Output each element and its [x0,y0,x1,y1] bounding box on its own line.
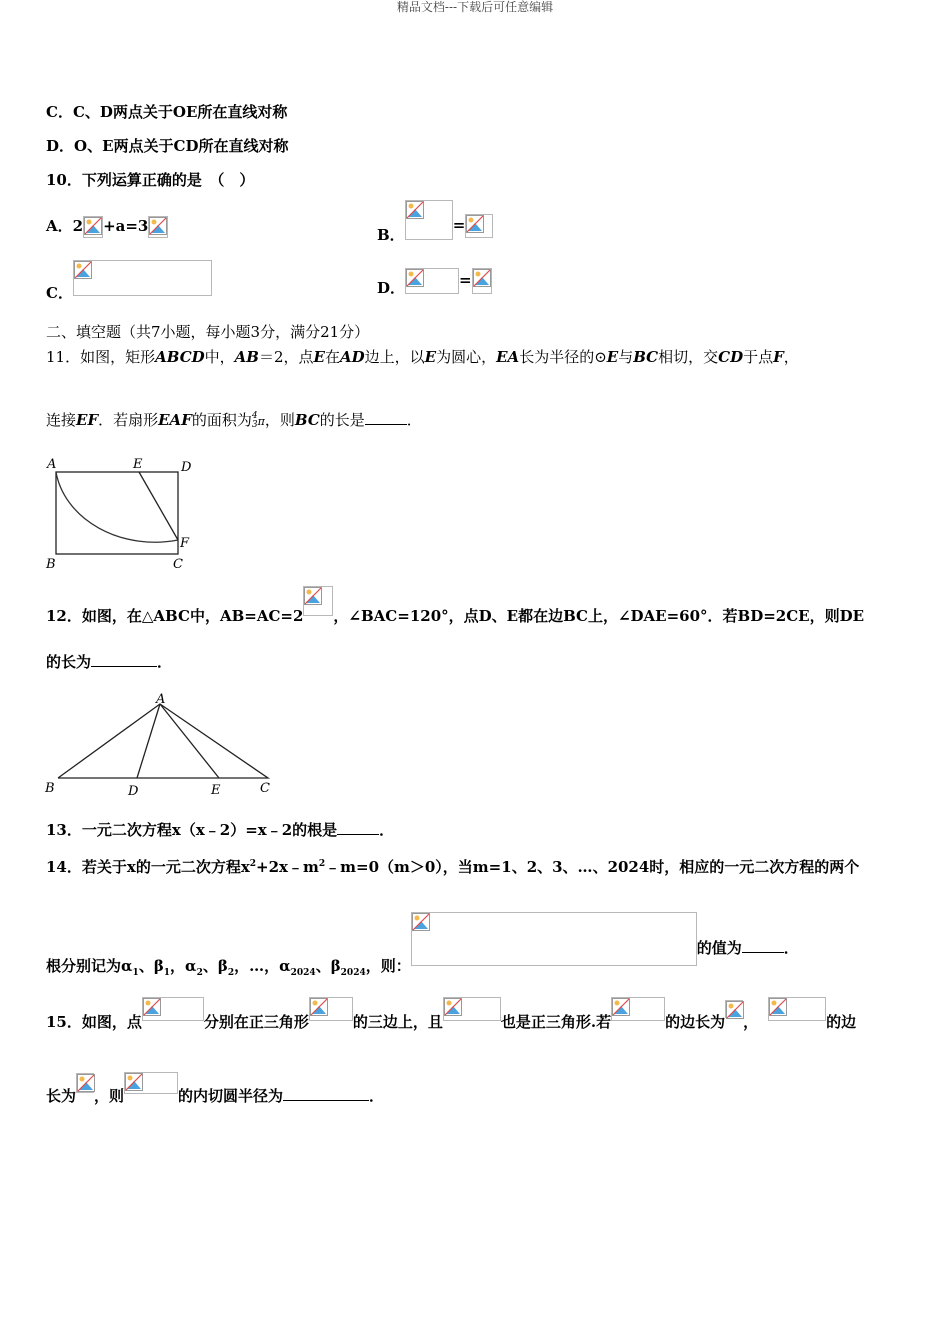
q10-option-d [377,268,492,297]
text: 相切，交 [658,348,719,366]
q15-line1 [46,997,857,1031]
page-header: 精品文档---下载后可任意编辑 [396,0,554,14]
subscript: 2024 [290,968,316,978]
text: 连接 [46,411,77,429]
text: 的面积为 [191,411,252,429]
q9-option-d: D．O、E两点关于CD所在直线对称 [46,137,289,155]
broken-image-icon [465,214,493,238]
answer-blank [742,952,784,953]
text: 长为 [46,1087,77,1105]
section-title: 二、填空题（共7小题，每小题3分，满分21分） [46,323,370,341]
text: ． [406,411,422,429]
label-b: B [45,781,55,796]
q10-option-b [377,200,493,244]
text: ． [369,1087,385,1105]
text: ，则 [94,1087,125,1105]
subscript: 2 [196,968,203,978]
text: 、β [138,957,164,975]
broken-image-icon [142,997,204,1021]
label-a: A [47,457,57,472]
q11-line2 [46,410,422,432]
fraction-denominator: 3 [251,420,258,430]
label-e: E [133,457,143,472]
broken-image-icon [411,912,697,966]
label-a: A [156,692,166,707]
q14-line1 [46,854,859,877]
subscript: 1 [132,968,139,978]
text: ＝2，点 [258,348,314,366]
text: ﹣m=0（m＞0），当m=1、2、3、…、2024时，相应的一元二次方程的两个 [325,858,860,876]
segment-ef [139,472,178,540]
q11-line1 [46,347,799,367]
text: 、β [315,957,341,975]
equals-sign: = [459,271,472,289]
text: ，则： [365,957,411,975]
text: 于点 [743,348,774,366]
superscript: 2 [249,859,257,869]
label-d: D [181,460,192,475]
segment-ae [160,704,219,778]
subscript: 2 [227,968,235,978]
broken-image-icon [768,997,826,1021]
subscript: 1 [163,968,171,978]
triangle-abc [58,704,268,778]
text: 15．如图，点 [46,1013,142,1031]
text: 12．如图，在△ABC中，AB=AC=2 [46,607,304,625]
option-label: C． [46,284,73,302]
broken-image-icon [611,997,665,1021]
broken-image-icon [405,268,459,294]
text: 的内切圆半径为 [178,1087,284,1105]
text: 的长是 [319,411,365,429]
text: 边上，以 [364,348,425,366]
text: +a=3 [103,217,149,235]
option-label: A． [46,217,73,235]
text: 根分别记为α [46,957,133,975]
text: EAF [158,411,192,429]
label-f: F [180,536,190,551]
text: CD [718,348,744,366]
text: +2x﹣m [256,858,319,876]
segment-ad [137,704,160,778]
text: 13．一元二次方程x（x﹣2）=x﹣2的根是 [46,821,338,839]
text: 、β [202,957,228,975]
text: 的边 [826,1013,857,1031]
q12-line2 [46,652,172,672]
text: EF [76,411,99,429]
broken-image-icon [725,1000,743,1018]
text: 的边长为 [665,1013,726,1031]
text: EA [496,348,520,366]
q10-option-c [46,260,212,302]
q14-line2-tail [697,939,799,957]
q14-line2 [46,912,799,978]
q10-option-a [46,216,168,238]
label-b: B [46,557,56,572]
text: ABCD [155,348,205,366]
text: ， [743,1013,759,1031]
broken-image-icon [76,1073,94,1093]
q11-figure [44,455,204,575]
text: ．若扇形 [98,411,159,429]
q9-option-c: C．C、D两点关于OE所在直线对称 [46,103,288,121]
broken-image-icon [309,997,353,1021]
broken-image-icon [73,260,212,296]
equals-sign: = [452,216,466,234]
text: BC [633,348,659,366]
broken-image-icon [405,200,453,240]
broken-image-icon [303,586,333,616]
text: ，…，α [234,957,291,975]
answer-blank [337,834,379,835]
label-c: C [260,781,270,796]
option-label: D． [377,279,406,297]
text: 的长为 [46,653,92,671]
broken-image-icon [472,268,492,294]
text: ． [379,821,395,839]
broken-image-icon [443,997,501,1021]
fraction-numerator: 4 [251,411,258,421]
q12-line1 [46,586,865,625]
q15-line2 [46,1072,385,1105]
answer-blank [91,666,157,667]
broken-image-icon [148,216,168,238]
label-c: C [173,557,183,572]
text: 与 [618,348,634,366]
text: ，∠BAC=120°，点D、E都在边BC上，∠DAE=60°．若BD=2CE，则DE [333,607,865,625]
label-e: E [211,783,221,798]
text: 的值为 [696,939,742,957]
text: E [424,348,437,366]
subscript: 2024 [340,968,366,978]
q12-figure [42,690,282,802]
text: 14．若关于x的一元二次方程x [46,858,250,876]
text: ，α [170,957,197,975]
text: F [773,348,784,366]
text: 分别在正三角形 [203,1013,309,1031]
text: ，则 [264,411,295,429]
option-label: B． [377,226,405,244]
text: 在 [324,348,340,366]
superscript: 2 [318,859,326,869]
text: ． [783,939,799,957]
q14-line2-text [46,957,411,978]
text: 为圆心， [436,348,497,366]
text: 11．如图，矩形 [46,348,156,366]
q10-stem: 10．下列运算正确的是 （ ） [46,171,255,189]
text: 的三边上，且 [352,1013,443,1031]
answer-blank [283,1100,369,1101]
text: ， [783,348,799,366]
text: 长为半径的⊙ [519,348,607,366]
text: 中， [204,348,235,366]
q13 [46,820,394,840]
broken-image-icon [83,216,103,238]
text: BC [294,411,320,429]
label-d: D [128,784,139,799]
text: AB [234,348,259,366]
text: ． [157,653,173,671]
text: AD [339,348,365,366]
text: E [606,348,619,366]
pi-symbol: π [257,415,265,428]
broken-image-icon [124,1072,178,1094]
text: 也是正三角形.若 [500,1013,612,1031]
text: 2 [72,217,84,235]
text: E [313,348,325,366]
answer-blank [365,424,407,425]
